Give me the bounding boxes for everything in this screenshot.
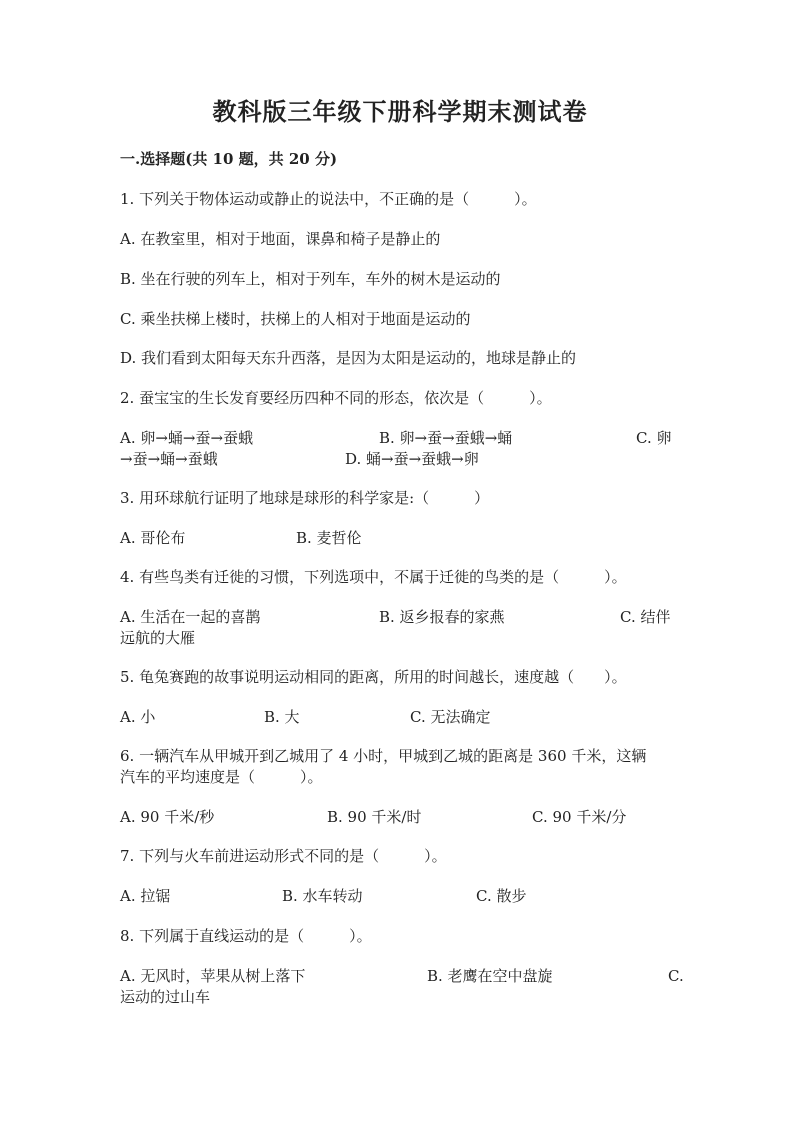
exam-title: 教科版三年级下册科学期末测试卷 xyxy=(212,97,588,126)
question-1-option-c: C. 乘坐扶梯上楼时，扶梯上的人相对于地面是运动的 xyxy=(120,310,471,328)
question-7-option-c: C. 散步 xyxy=(476,887,527,905)
question-6-option-a: A. 90 千米/秒 xyxy=(120,808,215,826)
question-5-option-a: A. 小 xyxy=(120,708,156,726)
question-2-stem: 2. 蚕宝宝的生长发育要经历四种不同的形态，依次是（ ）。 xyxy=(120,389,552,407)
question-8-option-a: A. 无风时，苹果从树上落下 xyxy=(120,967,306,985)
question-5-option-c: C. 无法确定 xyxy=(410,708,491,726)
question-5-stem: 5. 龟兔赛跑的故事说明运动相同的距离，所用的时间越长，速度越（ ）。 xyxy=(120,668,627,686)
question-7-option-a: A. 拉锯 xyxy=(120,887,171,905)
question-3-stem: 3. 用环球航行证明了地球是球形的科学家是:（ ） xyxy=(120,489,490,507)
question-6-option-c: C. 90 千米/分 xyxy=(532,808,627,826)
question-3-option-b: B. 麦哲伦 xyxy=(296,529,362,547)
question-2-option-c-part1: C. 卵 xyxy=(636,429,672,447)
question-8-stem: 8. 下列属于直线运动的是（ ）。 xyxy=(120,927,372,945)
question-6-option-b: B. 90 千米/时 xyxy=(327,808,422,826)
question-8-option-b: B. 老鹰在空中盘旋 xyxy=(427,967,553,985)
question-6-stem-line2: 汽车的平均速度是（ ）。 xyxy=(120,768,323,786)
question-4-option-c-part2: 远航的大雁 xyxy=(120,629,196,647)
question-4-option-b: B. 返乡报春的家燕 xyxy=(379,608,505,626)
question-2-option-d: D. 蛹→蚕→蚕蛾→卵 xyxy=(345,450,479,468)
question-2-option-a: A. 卵→蛹→蚕→蚕蛾 xyxy=(120,429,254,447)
question-4-option-a: A. 生活在一起的喜鹊 xyxy=(120,608,261,626)
question-1-option-a: A. 在教室里，相对于地面，课鼻和椅子是静止的 xyxy=(120,230,441,248)
question-8-option-c-part2: 运动的过山车 xyxy=(120,988,211,1006)
question-6-stem-line1: 6. 一辆汽车从甲城开到乙城用了 4 小时，甲城到乙城的距离是 360 千米，这辆 xyxy=(120,747,647,765)
question-4-stem: 4. 有些鸟类有迁徙的习惯，下列选项中，不属于迁徙的鸟类的是（ ）。 xyxy=(120,568,627,586)
question-8-option-c-part1: C. xyxy=(668,967,684,985)
question-3-option-a: A. 哥伦布 xyxy=(120,529,186,547)
question-2-option-c-part2: →蚕→蛹→蚕蛾 xyxy=(120,450,218,468)
question-1-option-b: B. 坐在行驶的列车上，相对于列车，车外的树木是运动的 xyxy=(120,270,501,288)
question-5-option-b: B. 大 xyxy=(264,708,300,726)
section-heading: 一.选择题(共 10 题，共 20 分) xyxy=(120,150,338,168)
question-7-option-b: B. 水车转动 xyxy=(282,887,363,905)
question-2-option-b: B. 卵→蚕→蚕蛾→蛹 xyxy=(379,429,513,447)
question-1-stem: 1. 下列关于物体运动或静止的说法中，不正确的是（ ）。 xyxy=(120,190,537,208)
question-4-option-c-part1: C. 结伴 xyxy=(620,608,671,626)
question-1-option-d: D. 我们看到太阳每天东升西落，是因为太阳是运动的，地球是静止的 xyxy=(120,349,577,367)
question-7-stem: 7. 下列与火车前进运动形式不同的是（ ）。 xyxy=(120,847,447,865)
